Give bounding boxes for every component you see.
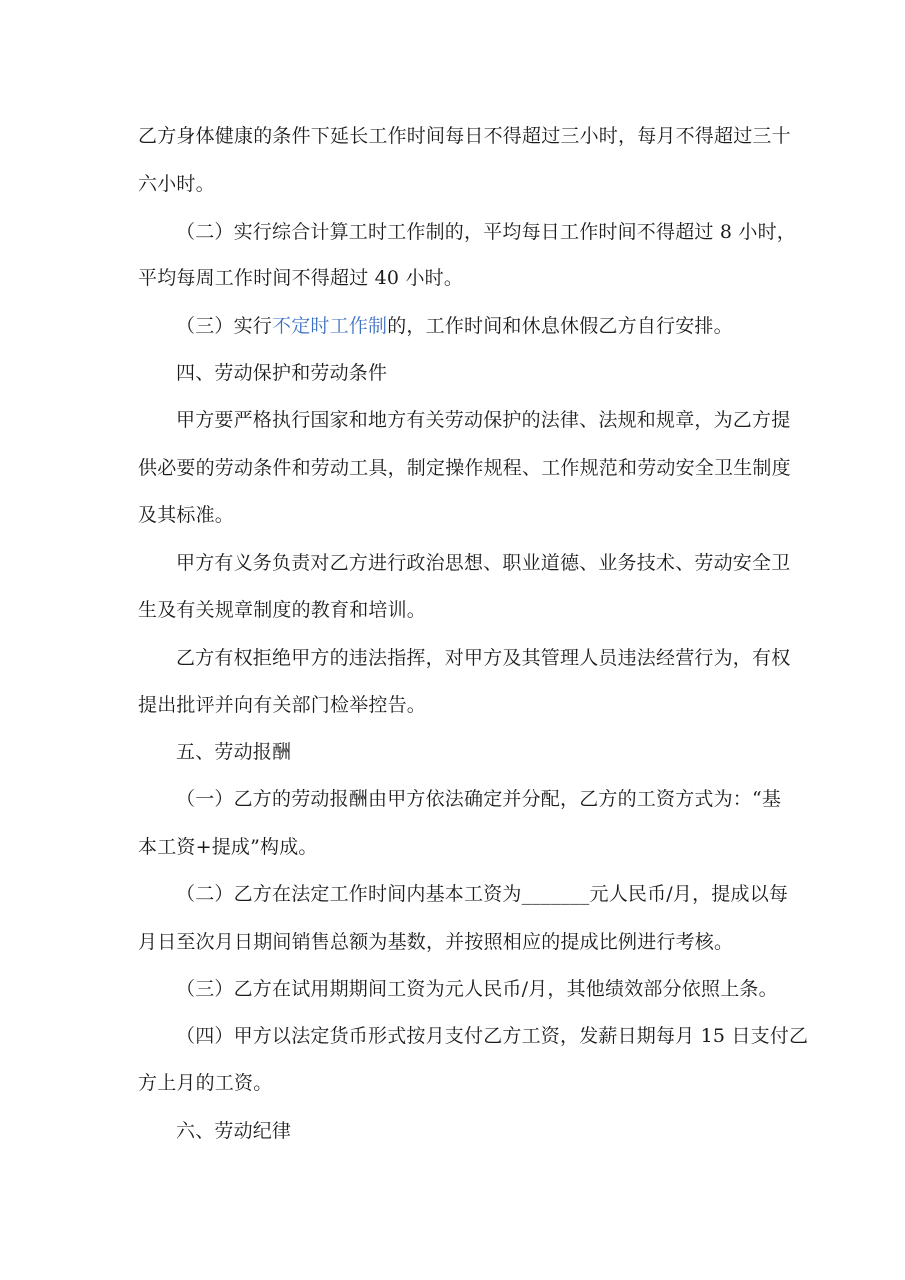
paragraph-line: 月日至次月日期间销售总额为基数，并按照相应的提成比例进行考核。: [138, 931, 734, 953]
paragraph-line: （一）乙方的劳动报酬由甲方依法确定并分配，乙方的工资方式为：“基: [176, 788, 782, 810]
paragraph-line: 本工资+提成”构成。: [138, 836, 318, 858]
paragraph-line: （二）实行综合计算工时工作制的，平均每日工作时间不得超过 8 小时，: [176, 221, 796, 243]
paragraph-line: 生及有关规章制度的教育和培训。: [138, 599, 427, 621]
paragraph-line: （三）乙方在试用期期间工资为元人民币/月，其他绩效部分依照上条。: [176, 978, 778, 1000]
paragraph-line: 方上月的工资。: [138, 1072, 273, 1094]
paragraph-line: （四）甲方以法定货币形式按月支付乙方工资，发薪日期每月 15 日支付乙: [176, 1025, 809, 1047]
section-heading: 四、劳动保护和劳动条件: [176, 362, 388, 384]
paragraph-line: 甲方要严格执行国家和地方有关劳动保护的法律、法规和规章，为乙方提: [176, 409, 791, 431]
paragraph-text: 的，工作时间和休息休假乙方自行安排。: [387, 315, 733, 337]
paragraph-line: （二）乙方在法定工作时间内基本工资为_______元人民币/月，提成以每: [176, 883, 789, 905]
section-heading: 五、劳动报酬: [176, 741, 292, 763]
paragraph-text: （三）实行: [176, 315, 273, 337]
section-heading: 六、劳动纪律: [176, 1120, 292, 1142]
paragraph-line: 乙方身体健康的条件下延长工作时间每日不得超过三小时，每月不得超过三十: [138, 125, 791, 147]
paragraph-line: 六小时。: [138, 173, 215, 195]
paragraph-line: 提出批评并向有关部门检举控告。: [138, 694, 427, 716]
paragraph-line: 平均每周工作时间不得超过 40 小时。: [138, 267, 464, 289]
paragraph-line: 供必要的劳动条件和劳动工具，制定操作规程、工作规范和劳动安全卫生制度: [138, 457, 791, 479]
paragraph-line-with-link: [176, 314, 733, 338]
paragraph-line: 及其标准。: [138, 504, 235, 526]
paragraph-line: 甲方有义务负责对乙方进行政治思想、职业道德、业务技术、劳动安全卫: [176, 552, 791, 574]
link-indefinite-working-hours[interactable]: 不定时工作制: [272, 315, 388, 337]
paragraph-line: 乙方有权拒绝甲方的违法指挥，对甲方及其管理人员违法经营行为，有权: [176, 647, 791, 669]
